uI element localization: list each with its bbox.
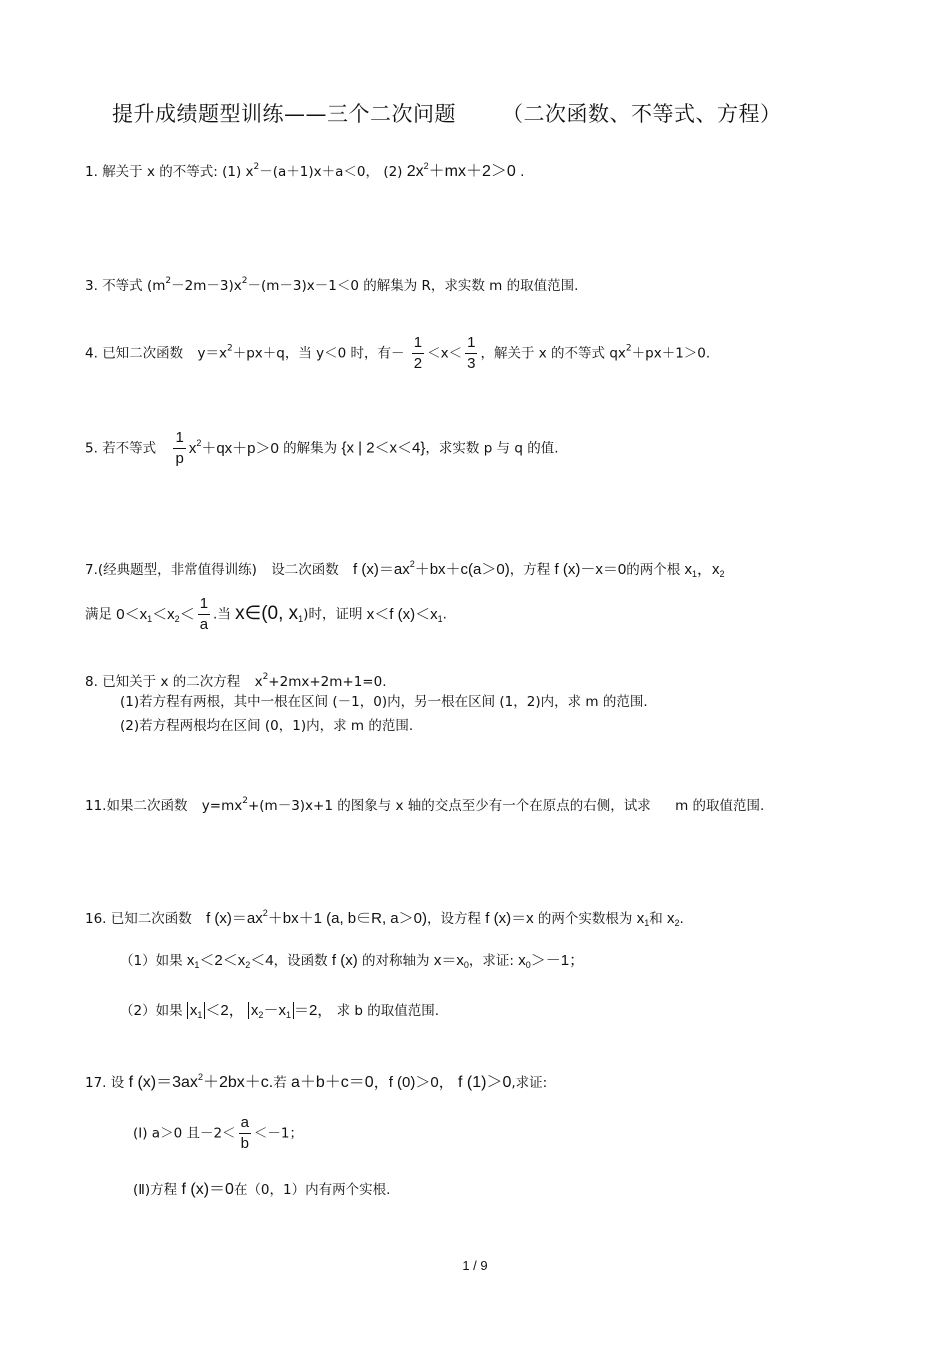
title-sub: （二次函数、不等式、方程） bbox=[502, 102, 782, 126]
question-17: 17. 设 f $(x)=3ax^2+2bx+c$.若 a＋b＋c＝0，f (0)＞0， f (1)＞0,求证: bbox=[85, 1072, 548, 1091]
page-number: 1 / 9 bbox=[462, 1258, 488, 1273]
page-title bbox=[112, 98, 872, 128]
fraction-third: $\frac{1}{3}$ bbox=[467, 334, 476, 372]
question-7: 7.(经典题型，非常值得训练) 设二次函数 f $(x)=ax^2+bx+c(a>0)$，方程 f (x)－x＝0的两个根 $x_1$，$x_2$ bbox=[85, 559, 725, 579]
question-3: 3. 不等式 $(m^2-2m-3)x^2-(m-3)x-1<0$ 的解集为 R，求实数 m 的取值范围. bbox=[85, 276, 579, 294]
question-16-part-2: （2）如果 $x_1 <2$， $x_2-x_1 =2$， 求 b 的取值范围. bbox=[120, 1002, 440, 1020]
question-11: 11.如果二次函数 $y=mx^2+(m-3)x+1$ 的图象与 x 轴的交点至少有一个在原点的右侧，试求 m 的取值范围. bbox=[85, 796, 765, 814]
question-1: 1. 解关于 x 的不等式: (1) $x^2-(a+1)x+a<0$， (2) $2x^2+mx+2>0$ . bbox=[85, 161, 525, 180]
question-16: 16. 已知二次函数 f $(x)=ax^2+bx+1$ (a, b∈R, a＞0)，设方程 f (x)＝x 的两个实数根为 $x_1$和 $x_2$. bbox=[85, 908, 684, 928]
question-8-part-2: (2)若方程两根均在区间 (0，1)内，求 m 的范围. bbox=[120, 718, 414, 734]
fraction-one-over-a: $\frac{1}{a}$ bbox=[199, 595, 209, 633]
question-5: 5. 若不等式 $\frac{1}{p}$ $x^2+qx+p>0$ 的解集为 {x | 2＜x＜4}，求实数 p 与 q 的值. bbox=[85, 429, 559, 467]
question-8-part-1: (1)若方程有两根，其中一根在区间 (－1，0)内，另一根在区间 (1，2)内，求 m 的范围. bbox=[120, 694, 648, 710]
question-17-part-2: (Ⅱ)方程 f (x)＝0在（0，1）内有两个实根. bbox=[133, 1181, 391, 1198]
question-17-part-1: (Ⅰ) a＞0 且－2＜ $\frac{a}{b}$ ＜－1； bbox=[133, 1114, 303, 1152]
fraction-one-over-p: $\frac{1}{p}$ bbox=[175, 429, 184, 467]
fraction-a-over-b: $\frac{a}{b}$ bbox=[240, 1114, 249, 1152]
question-16-part-1: （1）如果 $x_1<2<x_2<4$，设函数 f (x) 的对称轴为 $x=x_0$，求证: $x_0>-1$； bbox=[120, 952, 585, 970]
title-main: 提升成绩题型训练——三个二次问题 bbox=[112, 102, 456, 126]
fraction-half: $\frac{1}{2}$ bbox=[413, 334, 423, 372]
question-4: 4. 已知二次函数 $y=x^2+px+q$，当 y＜0 时，有－ $\frac{1}{2}$ ＜x＜ $\frac{1}{3}$ ，解关于 x 的不等式 $qx^2+px+1>0$. bbox=[85, 334, 711, 372]
question-7-line-2: 满足 $0<x_1<x_2<$ $\frac{1}{a}$ .当 x∈(0, $x_1$)时，证明 x＜f $(x)<x_1$. bbox=[85, 595, 447, 633]
question-8: 8. 已知关于 x 的二次方程 $x^2+2mx+2m+1=0$. bbox=[85, 672, 387, 690]
